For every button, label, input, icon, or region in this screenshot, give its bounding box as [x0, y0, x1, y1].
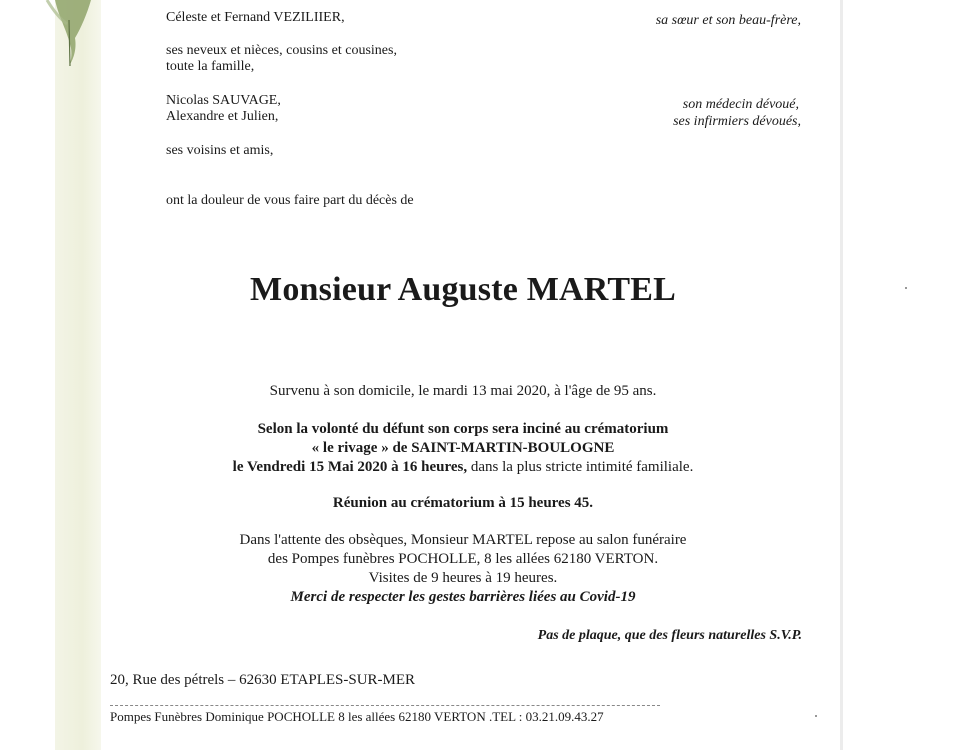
footer-divider: [110, 705, 660, 706]
family-doctor-line2: Alexandre et Julien,: [166, 109, 279, 124]
visits-line: Visites de 9 heures à 19 heures.: [368, 570, 558, 586]
family-neighbours: ses voisins et amis,: [166, 143, 274, 158]
family-doctor-line1: Nicolas SAUVAGE,: [166, 93, 281, 108]
cremation-date-line: [0, 458, 926, 477]
announcement-text: ont la douleur de vous faire part du décès de: [166, 193, 414, 208]
meeting-line: Réunion au crématorium à 15 heures 45.: [332, 495, 594, 511]
decorative-left-band: [55, 0, 101, 750]
rest-line1: Dans l'attente des obsèques, Monsieur MARTEL repose au salon funéraire: [239, 532, 687, 548]
leaf-icon: [45, 0, 95, 70]
family-sister-relation: sa sœur et son beau-frère,: [655, 13, 801, 28]
cremation-line2: « le rivage » de SAINT-MARTIN-BOULOGNE: [311, 440, 615, 456]
footer-address: 20, Rue des pétrels – 62630 ETAPLES-SUR-MER: [110, 672, 416, 688]
covid-line: Merci de respecter les gestes barrières liées au Covid-19: [290, 589, 636, 605]
family-doctor-relation1: son médecin dévoué,: [682, 97, 799, 112]
family-nephews-line2: toute la famille,: [166, 59, 255, 74]
cremation-date-rest: dans la plus stricte intimité familiale.: [467, 459, 694, 475]
scan-speck: [815, 715, 817, 717]
scan-speck: [905, 287, 907, 289]
death-line: Survenu à son domicile, le mardi 13 mai 2020, à l'âge de 95 ans.: [269, 383, 657, 399]
cremation-line1: Selon la volonté du défunt son corps sera inciné au crématorium: [257, 421, 669, 437]
deceased-name: Monsieur Auguste MARTEL: [250, 271, 676, 308]
family-doctor-relation2: ses infirmiers dévoués,: [673, 114, 801, 129]
family-nephews-line1: ses neveux et nièces, cousins et cousines,: [166, 43, 397, 58]
flowers-line: Pas de plaque, que des fleurs naturelles S.V.P.: [537, 628, 802, 643]
rest-line2: des Pompes funèbres POCHOLLE, 8 les allées 62180 VERTON.: [267, 551, 659, 567]
page-edge: [840, 0, 843, 750]
family-sister-names: Céleste et Fernand VEZILIIER,: [166, 10, 345, 25]
cremation-date-bold: le Vendredi 15 Mai 2020 à 16 heures,: [232, 459, 468, 475]
footer-funeral-home: Pompes Funèbres Dominique POCHOLLE 8 les allées 62180 VERTON .TEL : 03.21.09.43.27: [110, 709, 604, 724]
